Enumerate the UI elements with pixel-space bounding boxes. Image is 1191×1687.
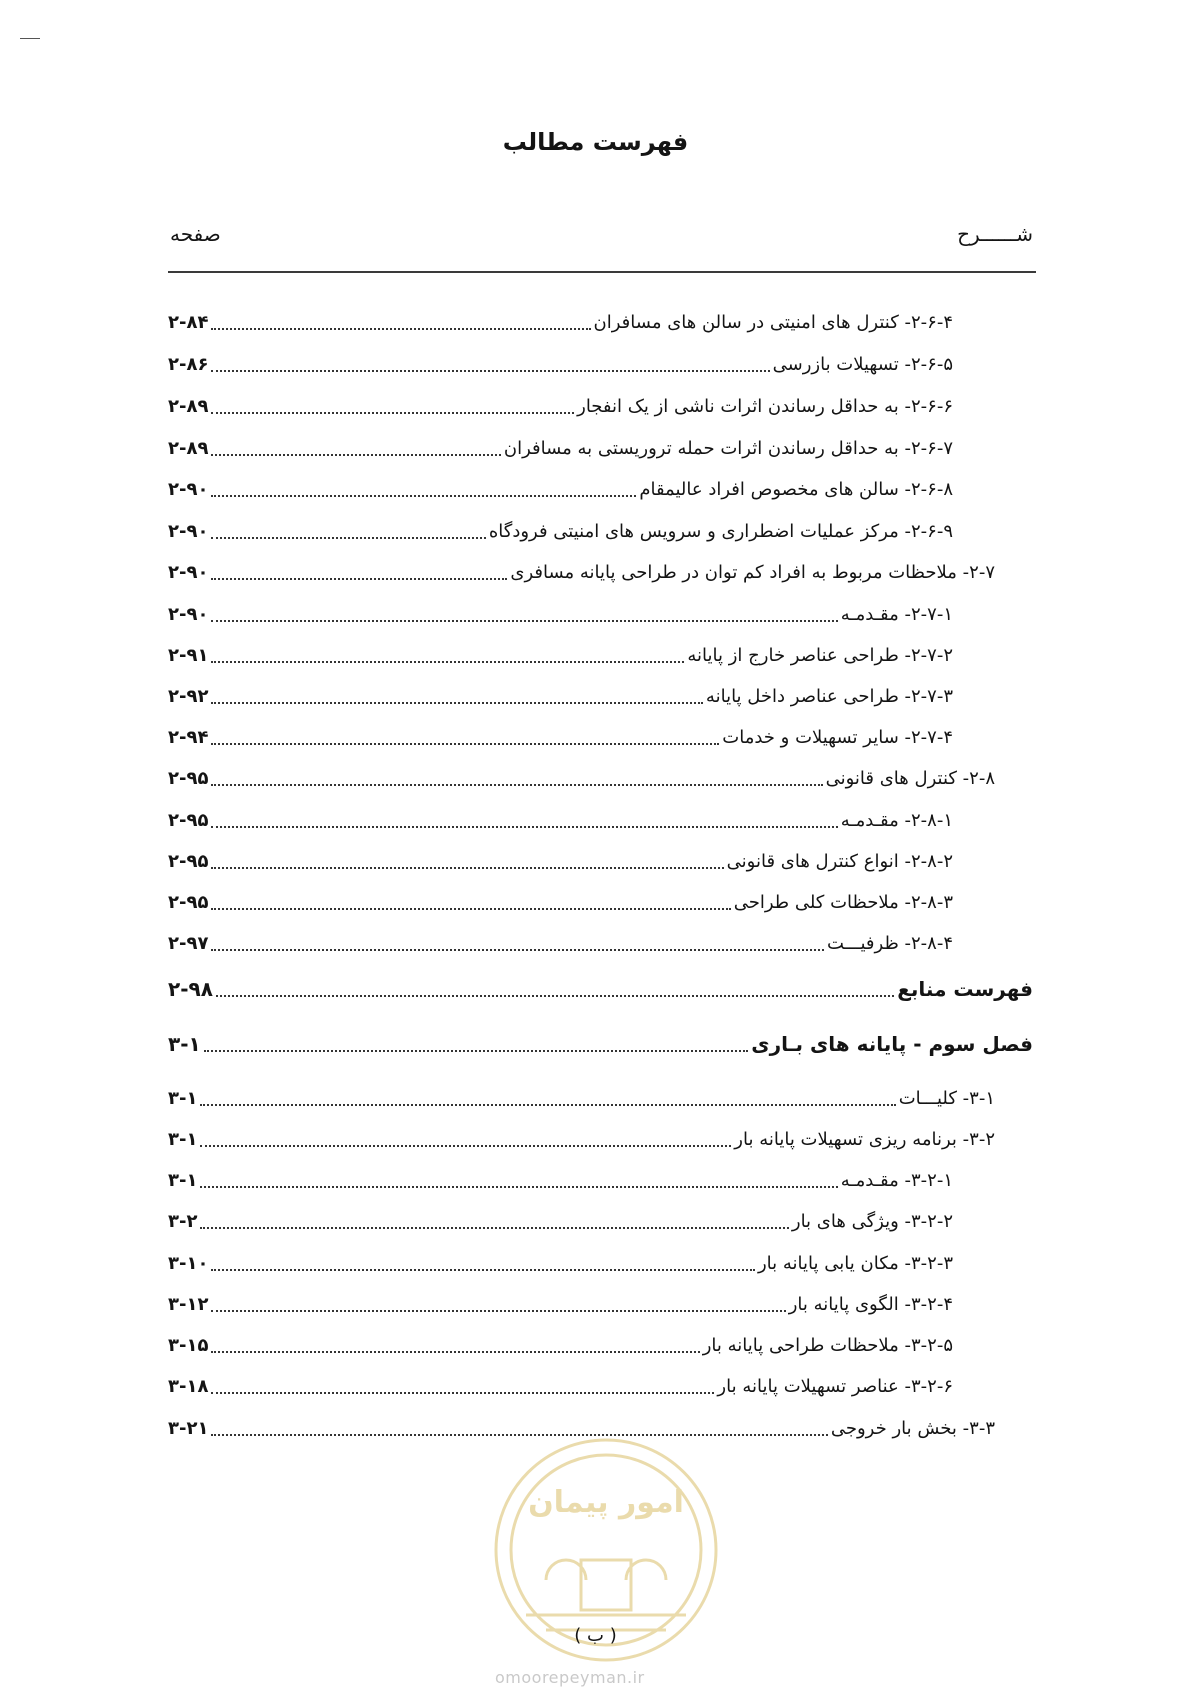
dot-leader — [211, 826, 837, 828]
toc-entry-label: ۳-۳- بخش بار خروجی — [830, 1417, 995, 1439]
toc-entry-page: ۳-۱۵ — [168, 1334, 209, 1356]
toc-entry-label: ۲-۶-۹- مرکز عملیات اضطراری و سرویس های امنیتی فرودگاه — [488, 520, 953, 542]
dot-leader — [211, 1310, 785, 1312]
toc-entry-page: ۲-۹۰ — [168, 478, 209, 500]
toc-entry-label: ۲-۶-۴- کنترل های امنیتی در سالن های مسافران — [593, 311, 953, 333]
dot-leader — [216, 995, 894, 997]
page-column-header: صفحه — [170, 222, 221, 246]
dot-leader — [211, 495, 636, 497]
toc-entry-label: ۲-۶-۶- به حداقل رساندن اثرات ناشی از یک انفجار — [577, 395, 953, 417]
toc-entry — [168, 1206, 953, 1236]
toc-entry-page: ۲-۸۹ — [168, 395, 209, 417]
toc-entry-page: ۳-۱ — [168, 1032, 201, 1056]
toc-entry-label: ۳-۲- برنامه ریزی تسهیلات پایانه بار — [734, 1128, 995, 1150]
toc-entry — [168, 974, 1033, 1004]
toc-entry-page: ۲-۹۰ — [168, 603, 209, 625]
toc-entry — [168, 307, 953, 337]
toc-entry — [168, 433, 953, 463]
toc-entry-page: ۲-۹۷ — [168, 932, 209, 954]
dot-leader — [200, 1186, 837, 1188]
toc-entry-label: ۳-۲-۵- ملاحظات طراحی پایانه بار — [702, 1334, 953, 1356]
toc-entry-page: ۳-۱ — [168, 1087, 198, 1109]
dot-leader — [211, 949, 824, 951]
dot-leader — [211, 578, 507, 580]
toc-entry — [168, 516, 953, 546]
dot-leader — [211, 867, 723, 869]
toc-entry-label: ۲-۸-۴- ظرفیـــت — [826, 932, 953, 954]
dot-leader — [200, 1104, 895, 1106]
dot-leader — [211, 412, 574, 414]
toc-entry — [168, 887, 953, 917]
toc-entry-page: ۳-۲ — [168, 1210, 198, 1232]
dot-leader — [211, 702, 702, 704]
dot-leader — [211, 537, 485, 539]
toc-entry-label: ۳-۲-۱- مقـدمـه — [840, 1169, 953, 1191]
description-column-header: شــــــرح — [957, 222, 1033, 246]
toc-entry — [168, 557, 995, 587]
toc-entry-label: ۲-۷-۱- مقـدمـه — [840, 603, 953, 625]
dot-leader — [211, 370, 769, 372]
toc-entry — [168, 474, 953, 504]
toc-entry-label: ۲-۸-۲- انواع کنترل های قانونی — [726, 850, 953, 872]
dot-leader — [200, 1145, 731, 1147]
watermark-url: omoorepeyman.ir — [495, 1668, 645, 1687]
toc-entry — [168, 1248, 953, 1278]
dot-leader — [204, 1050, 749, 1052]
toc-entry-label: ۳-۲-۲- ویژگی های بار — [791, 1210, 953, 1232]
toc-entry — [168, 763, 995, 793]
toc-entry-page: ۲-۸۶ — [168, 353, 209, 375]
toc-entry-page: ۲-۹۵ — [168, 767, 209, 789]
scan-mark — [20, 38, 40, 39]
page-title: فهرست مطالب — [502, 128, 689, 156]
toc-entry — [168, 1124, 995, 1154]
toc-entry — [168, 391, 953, 421]
toc-entry-page: ۳-۱ — [168, 1128, 198, 1150]
toc-entry — [168, 1083, 995, 1113]
toc-entry-label: ۲-۶-۸- سالن های مخصوص افراد عالیمقام — [639, 478, 953, 500]
toc-entry-label: ۲-۷-۲- طراحی عناصر خارج از پایانه — [687, 644, 953, 666]
toc-entry — [168, 681, 953, 711]
toc-entry — [168, 805, 953, 835]
toc-entry-page: ۳-۱ — [168, 1169, 198, 1191]
toc-entry — [168, 1330, 953, 1360]
toc-entry — [168, 599, 953, 629]
toc-entry-page: ۲-۹۵ — [168, 891, 209, 913]
toc-entry — [168, 846, 953, 876]
toc-entry — [168, 1371, 953, 1401]
dot-leader — [211, 328, 590, 330]
toc-entry-label: ۲-۸-۱- مقـدمـه — [840, 809, 953, 831]
dot-leader — [211, 620, 837, 622]
toc-entry-page: ۲-۹۱ — [168, 644, 209, 666]
header-divider — [168, 271, 1036, 273]
toc-entry — [168, 928, 953, 958]
toc-entry — [168, 640, 953, 670]
toc-entry-label: ۲-۶-۵- تسهیلات بازرسی — [772, 353, 953, 375]
stamp-text: امور پیمان — [528, 1485, 684, 1520]
toc-entry-label: ۲-۸- کنترل های قانونی — [825, 767, 995, 789]
toc-entry-page: ۲-۹۰ — [168, 520, 209, 542]
dot-leader — [211, 454, 500, 456]
toc-entry-label: فصل سوم - پایانه های بـاری — [751, 1032, 1033, 1056]
dot-leader — [200, 1227, 788, 1229]
toc-entry — [168, 1165, 953, 1195]
toc-entry-label: ۳-۲-۴- الگوی پایانه بار — [788, 1293, 953, 1315]
toc-entry-label: ۳-۱- کلیـــات — [898, 1087, 995, 1109]
toc-entry-page: ۲-۹۵ — [168, 850, 209, 872]
toc-entry-page: ۲-۹۲ — [168, 685, 209, 707]
toc-entry-page: ۳-۱۸ — [168, 1375, 209, 1397]
toc-entry — [168, 722, 953, 752]
toc-entry-label: ۳-۲-۳- مکان یابی پایانه بار — [757, 1252, 953, 1274]
dot-leader — [211, 1269, 755, 1271]
toc-entry-label: ۲-۸-۳- ملاحظات کلی طراحی — [733, 891, 953, 913]
dot-leader — [211, 661, 684, 663]
dot-leader — [211, 784, 822, 786]
toc-entry-page: ۲-۹۵ — [168, 809, 209, 831]
page-number: ( ب ) — [574, 1625, 617, 1646]
toc-entry-page: ۳-۱۰ — [168, 1252, 209, 1274]
toc-entry-page: ۳-۱۲ — [168, 1293, 209, 1315]
toc-entry-page: ۲-۸۹ — [168, 437, 209, 459]
toc-entry-page: ۲-۹۴ — [168, 726, 209, 748]
dot-leader — [211, 1392, 714, 1394]
toc-entry-label: ۲-۶-۷- به حداقل رساندن اثرات حمله تروریستی به مسافران — [503, 437, 953, 459]
toc-entry-page: ۲-۹۸ — [168, 977, 213, 1001]
toc-entry-label: فهرست منابع — [897, 977, 1033, 1001]
toc-entry-label: ۳-۲-۶- عناصر تسهیلات پایانه بار — [717, 1375, 953, 1397]
toc-entry-page: ۲-۹۰ — [168, 561, 209, 583]
toc-entry-label: ۲-۷- ملاحظات مربوط به افراد کم توان در طراحی پایانه مسافری — [510, 561, 995, 583]
dot-leader — [211, 1351, 699, 1353]
dot-leader — [211, 743, 719, 745]
dot-leader — [211, 908, 730, 910]
toc-entry-page: ۳-۲۱ — [168, 1417, 209, 1439]
toc-entry — [168, 349, 953, 379]
toc-entry-page: ۲-۸۴ — [168, 311, 209, 333]
toc-entry-label: ۲-۷-۴- سایر تسهیلات و خدمات — [722, 726, 953, 748]
toc-entry-label: ۲-۷-۳- طراحی عناصر داخل پایانه — [705, 685, 953, 707]
toc-entry — [168, 1289, 953, 1319]
toc-entry — [168, 1029, 1033, 1059]
